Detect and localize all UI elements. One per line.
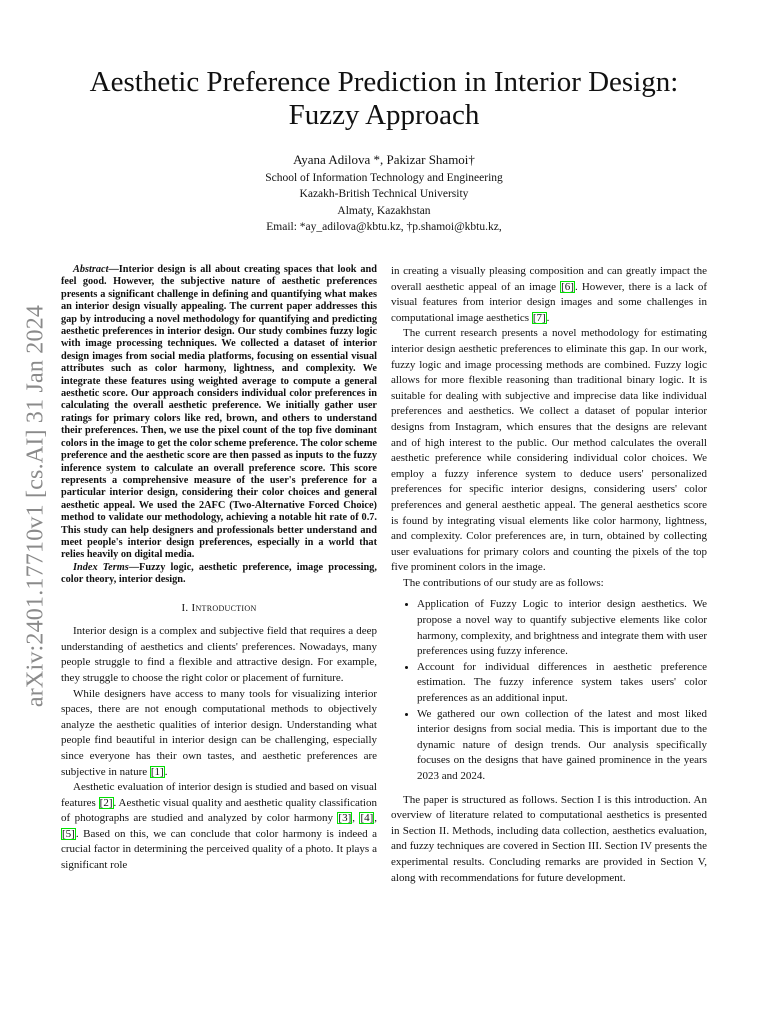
right-paragraph-1-text-a: in creating a visually pleasing composition and can greatly impact the overall aesthetic appeal of an image [391, 265, 707, 293]
intro-paragraph-1: Interior design is a complex and subjective field that requires a deep understanding of aesthetics and clients' preferences. Nowadays, many people struggle to find a flexible and attractive design. For example, they struggle to choose the right color or placement of furniture. [61, 625, 377, 684]
abstract [61, 264, 377, 587]
punctuation: . [546, 311, 550, 324]
intro-paragraph-2 [61, 687, 377, 781]
paper-title [40, 66, 728, 132]
author-emails: Email: *ay_adilova@kbtu.kz, †p.shamoi@kbtu.kz, [266, 221, 502, 233]
contribution-item: • Application of Fuzzy Logic to interior design aesthetics. We propose a novel way to quantify subjective elements like color harmony, complexity, and brightness and integrate them with user preferences using fuzzy inference. [417, 597, 707, 659]
separator: , [352, 812, 360, 825]
citation-link[interactable]: [1] [150, 765, 164, 778]
abstract-paragraph [61, 264, 377, 562]
author-names: Ayana Adilova *, Pakizar Shamoi† [293, 152, 475, 167]
right-paragraph-1-text-b: . However, there is a lack of visual features from interior design images and some challenges in computational image aesthetics [391, 280, 707, 324]
citation-link[interactable]: [7] [532, 311, 546, 324]
right-paragraph-2: The current research presents a novel methodology for estimating interior design aesthetic preferences to eliminate this gap. In our work, fuzzy logic and image processing methods are combined. Fuzzy logic allows for more flexible reasoning than traditional binary logic. It is suitable for dealing with subjective and imprecise data like individual preferences and aesthetics. We collect a dataset of popular interior designs from Instagram, which ensures that the designs are relevant and of high interest to the public. Our method calculates the overall aesthetic preference while considering individual color choices. We employ a fuzzy inference system to deduce users' personalized preferences for specific interior designs, considering users' color preferences and general aesthetic appeal. The general aesthetics score is found by integrating visual elements like color harmony, lightness, and complexity. Color preferences are, in turn, obtained by collecting user evaluations for primary colors and counting the pixels of the top five prominent colors in the image. [391, 327, 707, 574]
right-column [391, 264, 707, 886]
contributions-list [391, 597, 707, 784]
title-line-1: Aesthetic Preference Prediction in Interior Design: [89, 66, 679, 98]
punctuation: . [164, 765, 168, 778]
contribution-item: • We gathered our own collection of the latest and most liked interior designs from social media. This is important due to the dynamic nature of design trends. Our analysis specifically focuses on the designs that have gained prominence in the years 2023 and 2024. [417, 707, 707, 785]
left-column [61, 264, 377, 874]
separator: , [374, 812, 378, 825]
abstract-text: —Interior design is all about creating spaces that look and feel good. However, the subjective nature of aesthetic preferences presents a significant challenge in defining and quantifying what makes an interior design visually appealing. The current paper addresses this gap by introducing a novel methodology for quantifying and predicting aesthetic preferences in interior design. Our study combines fuzzy logic with image processing techniques. We collected a dataset of interior design images from social media platforms, focusing on essential visual attributes such as color harmony, lightness, and complexity. We integrate these features using weighted average to compute a general aesthetic score. Our approach considers individual color preferences in calculating the overall aesthetic preference. We initially gather user ratings for primary colors like red, brown, and others to understand their preferences. Then, we use the pixel count of the top five dominant colors in the image to get the color scheme preference. The color scheme preference and the aesthetic score are then passed as inputs to the fuzzy inference system to calculate an overall preference score. This score represents a comprehensive measure of the user's preference for a particular interior design, considering their color choices and general aesthetic appeal. We used the 2AFC (Two-Alternative Forced Choice) method to validate our methodology, achieving a notable hit rate of 0.7. This study can help designers and professionals better understand and meet people's interior design preferences, especially in a world that relies heavily on digital media. [61, 264, 377, 561]
author-block [60, 152, 708, 236]
index-terms-label: Index Terms [73, 561, 129, 573]
citation-link[interactable]: [2] [99, 796, 113, 809]
index-terms [61, 562, 377, 587]
affiliation-school: School of Information Technology and Engineering [265, 171, 503, 184]
intro-paragraph-3 [61, 780, 377, 874]
contributions-intro: The contributions of our study are as follows: [403, 576, 604, 589]
intro-paragraph-3-text-a: Aesthetic evaluation of interior design is studied and based on visual features [61, 781, 377, 809]
right-paragraph-1 [391, 264, 707, 326]
citation-link[interactable]: [6] [561, 280, 574, 293]
structure-paragraph: The paper is structured as follows. Section I is this introduction. An overview of literature related to computational aesthetics is presented in Section II. Methods, including data collection, aesthetics evaluation, and fuzzy techniques are covered in Section III. Section IV presents the experimental results. Concluding remarks are provided in Section V, along with recommendations for future development. [391, 793, 707, 884]
abstract-label: Abstract [73, 264, 109, 275]
section-heading-introduction: I. Introduction [181, 601, 257, 614]
affiliation-location: Almaty, Kazakhstan [337, 204, 431, 217]
contribution-item: • Account for individual differences in aesthetic preference estimation. The fuzzy inference system takes users' color preferences as an additional input. [417, 660, 707, 707]
intro-paragraph-3-text-b: . Aesthetic visual quality and aesthetic quality classification of photographs are studied and analyzed by color harmony [61, 796, 377, 825]
citation-link[interactable]: [4] [360, 812, 374, 825]
intro-paragraph-2-text: While designers have access to many tools for visualizing interior spaces, there are not enough computational methods to objectively analyze the aesthetic qualities of interior design. Understanding what people find beautiful in interior design can be challenging, especially since everyone has their own tastes, and aesthetic preferences are subjective in nature [61, 687, 377, 778]
arxiv-sidebar-stamp [8, 286, 64, 726]
intro-paragraph-3-text-c: . Based on this, we can conclude that color harmony is indeed a crucial factor in determining the perceived quality of a photo. It plays a significant role [61, 827, 377, 872]
affiliation-university: Kazakh-British Technical University [299, 188, 469, 200]
arxiv-identifier: arXiv:2401.17710v1 [cs.AI] 31 Jan 2024 [22, 304, 49, 708]
title-line-2: Fuzzy Approach [288, 99, 480, 131]
index-terms-text: —Fuzzy logic, aesthetic preference, image processing, color theory, interior design. [61, 561, 377, 586]
citation-link[interactable]: [3] [338, 812, 352, 825]
citation-link[interactable]: [5] [62, 827, 75, 840]
